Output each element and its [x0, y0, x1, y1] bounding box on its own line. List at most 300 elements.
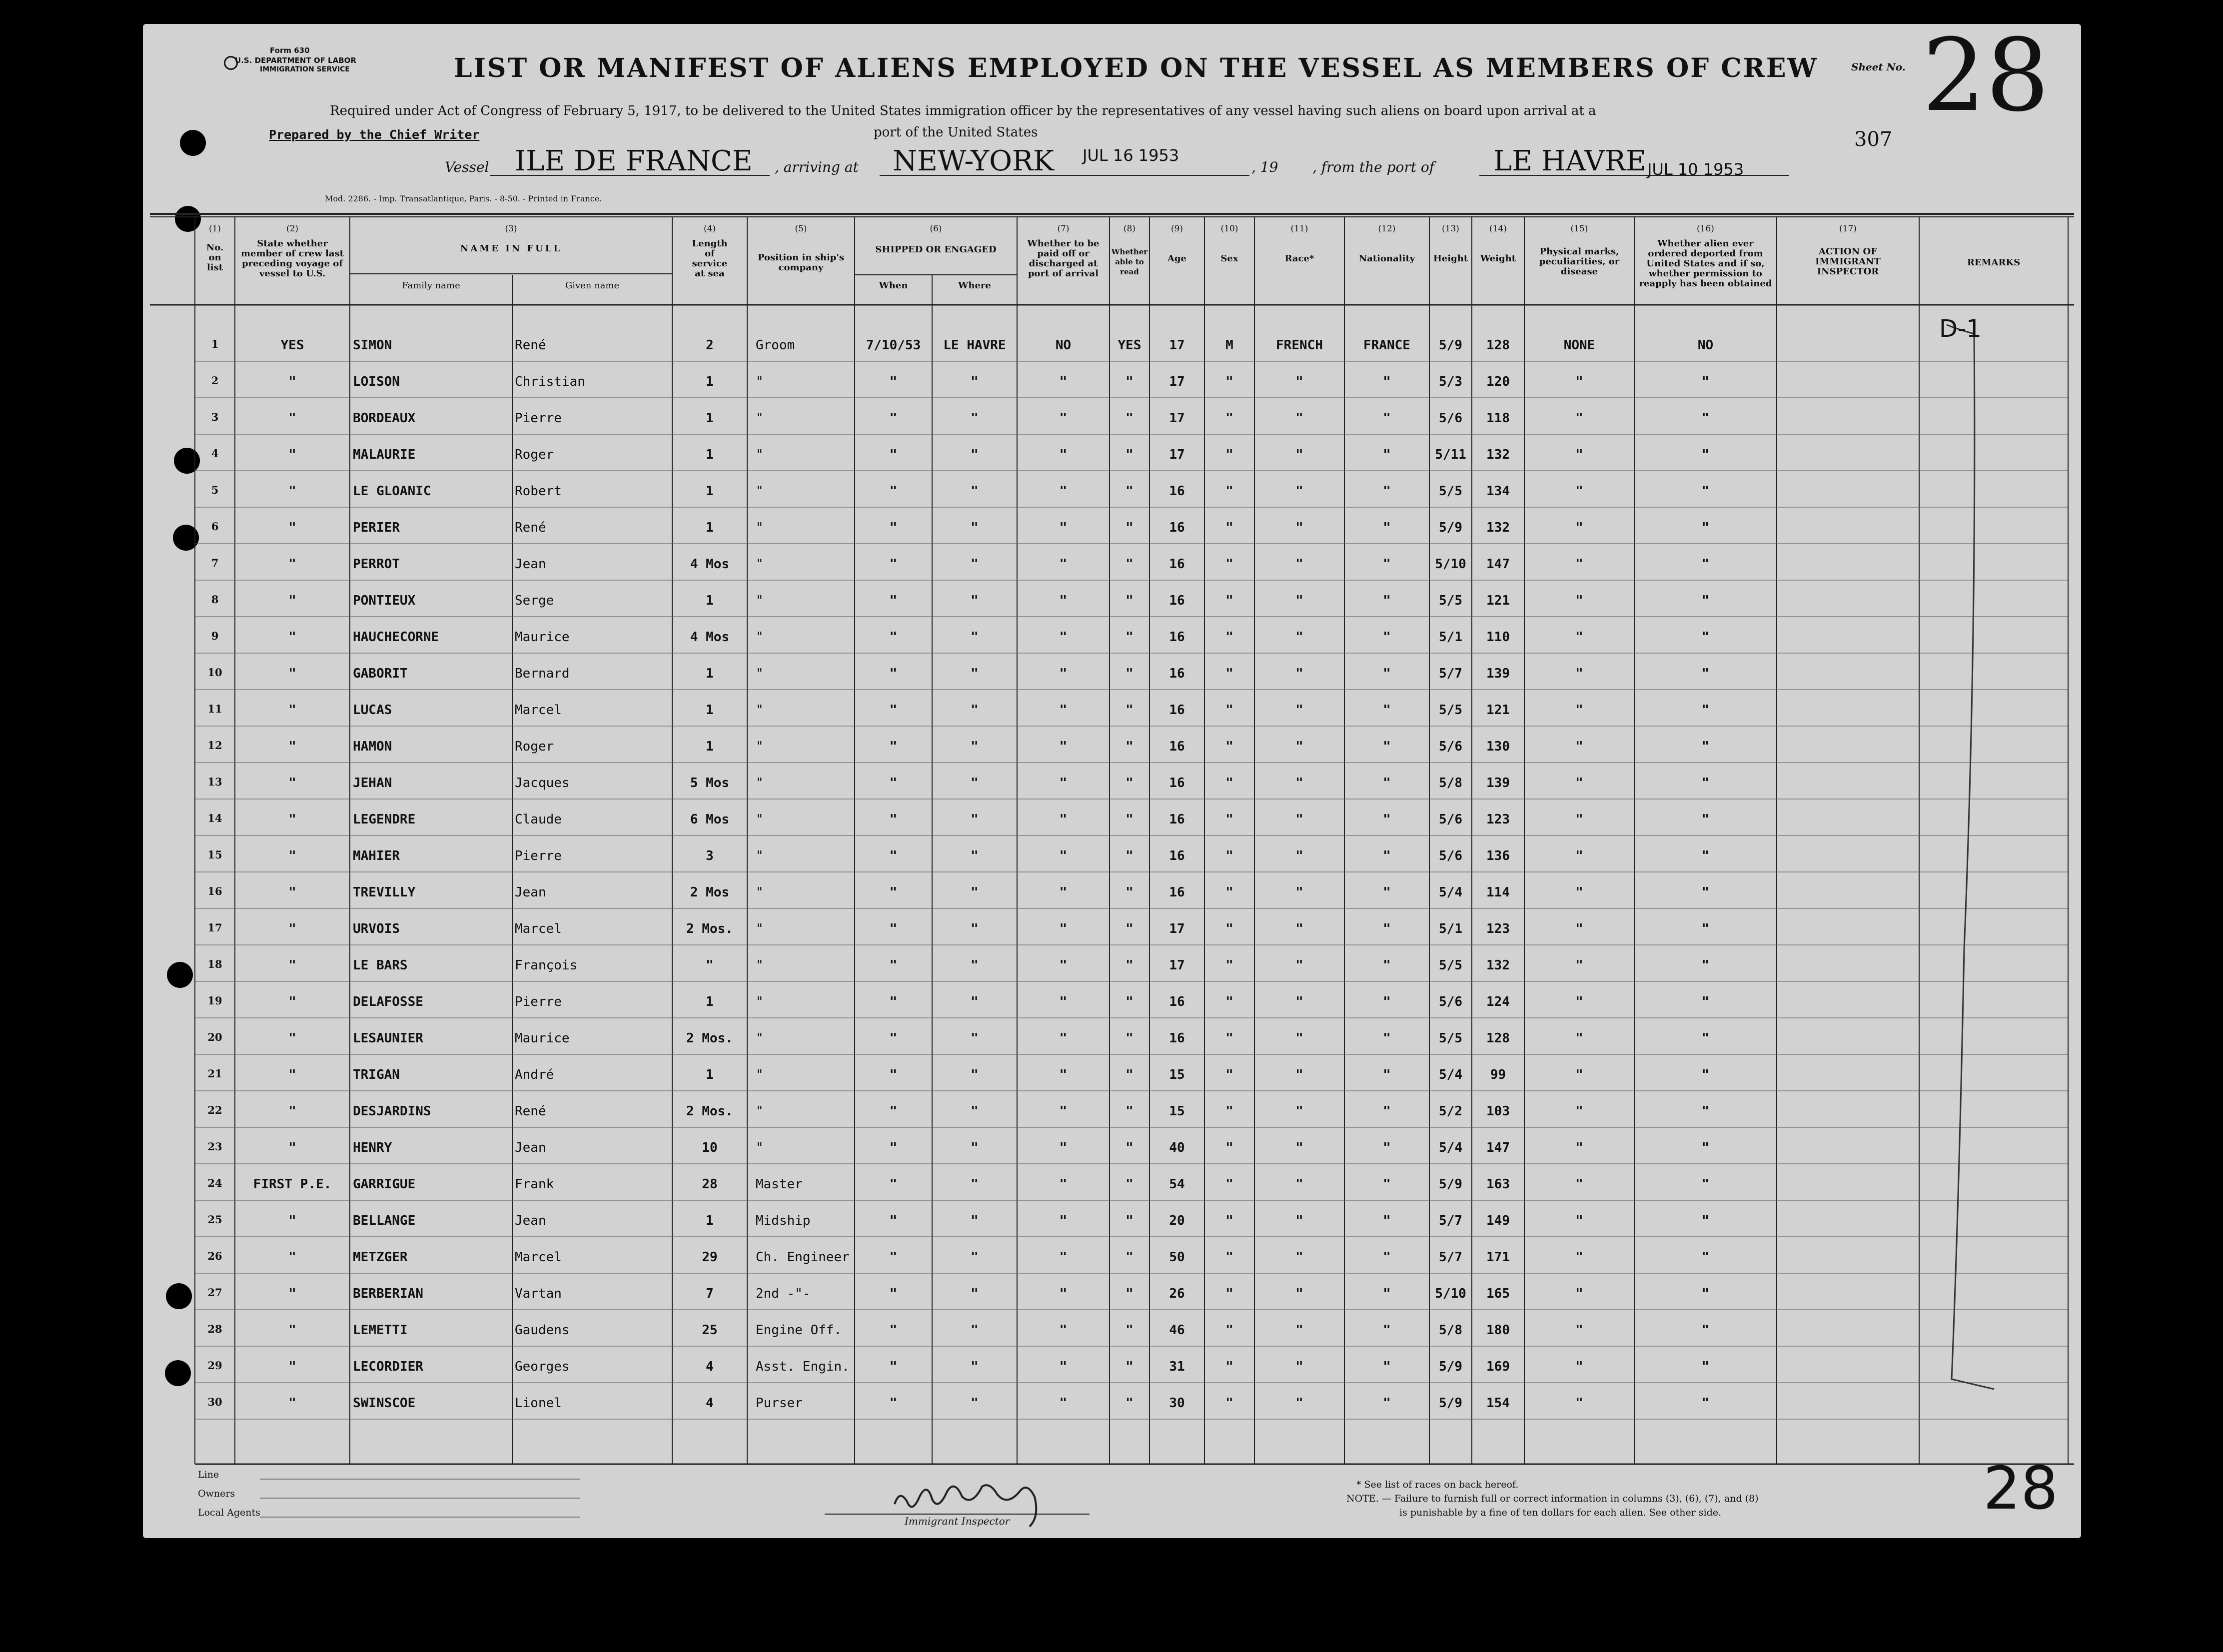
cell-paid-off: " [1059, 557, 1068, 572]
races-note: * See list of races on back hereof. [1356, 1479, 1519, 1490]
cell-race: " [1295, 1396, 1303, 1411]
cell-deported: " [1701, 776, 1710, 791]
cell-age: 16 [1169, 630, 1185, 645]
cell-row-number: 6 [211, 520, 219, 533]
cell-nationality: " [1383, 1323, 1391, 1338]
cell-given-name: Maurice [515, 630, 570, 645]
cell-sex: " [1225, 1031, 1233, 1046]
column-number: (4) [703, 224, 716, 234]
cell-length-of-service: 1 [706, 447, 714, 462]
cell-length-of-service: 4 Mos [690, 557, 730, 572]
cell-weight: 149 [1486, 1213, 1510, 1228]
cell-row-number: 9 [211, 630, 219, 642]
cell-weight: 130 [1486, 739, 1510, 754]
cell-family-name: LEMETTI [353, 1323, 408, 1338]
cell-physical-marks: " [1575, 1140, 1583, 1155]
cell-family-name: GARRIGUE [353, 1177, 416, 1192]
cell-sex: " [1225, 666, 1233, 681]
cell-physical-marks: " [1575, 1359, 1583, 1374]
cell-shipped-when: " [889, 593, 898, 608]
cell-paid-off: " [1059, 593, 1068, 608]
cell-given-name: Frank [515, 1177, 554, 1192]
cell-race: " [1295, 958, 1303, 973]
cell-family-name: MALAURIE [353, 447, 416, 462]
cell-previous-voyage: " [288, 1359, 296, 1374]
cell-deported: " [1701, 958, 1710, 973]
cell-weight: 163 [1486, 1177, 1510, 1192]
cell-given-name: Robert [515, 484, 562, 499]
cell-weight: 139 [1486, 776, 1510, 791]
cell-given-name: François [515, 958, 578, 973]
cell-sex: " [1225, 1250, 1233, 1265]
column-number: (11) [1290, 224, 1308, 234]
cell-able-to-read: " [1125, 739, 1133, 754]
cell-paid-off: " [1059, 1286, 1068, 1301]
cell-shipped-when: " [889, 958, 898, 973]
cell-row-number: 19 [207, 994, 222, 1007]
cell-height: 5/5 [1439, 484, 1462, 499]
cell-previous-voyage: " [288, 520, 296, 535]
cell-given-name: Jean [515, 1140, 546, 1155]
cell-row-number: 8 [211, 593, 219, 606]
cell-age: 17 [1169, 921, 1185, 936]
cell-shipped-where: " [971, 593, 979, 608]
cell-shipped-when: " [889, 812, 898, 827]
cell-paid-off: " [1059, 739, 1068, 754]
cell-shipped-where: " [971, 776, 979, 791]
cell-row-number: 18 [207, 958, 222, 970]
cell-shipped-where: " [971, 1140, 979, 1155]
cell-sex: " [1225, 776, 1233, 791]
cell-shipped-when: " [889, 484, 898, 499]
cell-deported: NO [1697, 338, 1714, 353]
header-given-name: Given name [565, 280, 620, 291]
cell-race: " [1295, 374, 1303, 389]
cell-nationality: " [1383, 447, 1391, 462]
column-number: (9) [1170, 224, 1183, 234]
header-shipped-or-engaged: SHIPPED OR ENGAGED [875, 244, 997, 255]
cell-physical-marks: " [1575, 630, 1583, 645]
cell-row-number: 25 [207, 1213, 222, 1226]
header-position: Position in ship's company [757, 252, 845, 273]
cell-weight: 120 [1486, 374, 1510, 389]
cell-shipped-when: " [889, 1031, 898, 1046]
inspector-signature-text: Goldberg [995, 1479, 1023, 1486]
cell-paid-off: " [1059, 484, 1068, 499]
arriving-port: NEW-YORK [893, 145, 1055, 177]
cell-age: 16 [1169, 848, 1185, 863]
cell-position: " [756, 666, 764, 681]
cell-length-of-service: " [706, 958, 714, 973]
cell-age: 17 [1169, 374, 1185, 389]
cell-deported: " [1701, 1104, 1710, 1119]
cell-shipped-when: " [889, 994, 898, 1009]
cell-paid-off: " [1059, 1213, 1068, 1228]
cell-paid-off: " [1059, 1359, 1068, 1374]
cell-paid-off: " [1059, 1140, 1068, 1155]
cell-able-to-read: " [1125, 1177, 1133, 1192]
cell-given-name: Vartan [515, 1286, 562, 1301]
cell-given-name: Jacques [515, 776, 570, 791]
cell-family-name: LUCAS [353, 703, 392, 718]
cell-deported: " [1701, 703, 1710, 718]
cell-physical-marks: " [1575, 374, 1583, 389]
cell-race: " [1295, 1067, 1303, 1082]
cell-row-number: 24 [207, 1177, 222, 1189]
cell-position: " [756, 958, 764, 973]
punch-hole [180, 130, 206, 156]
cell-shipped-where: " [971, 1286, 979, 1301]
cell-weight: 121 [1486, 593, 1510, 608]
cell-able-to-read: " [1125, 630, 1133, 645]
cell-shipped-when: " [889, 848, 898, 863]
departure-date-stamp: JUL 10 1953 [1647, 160, 1744, 179]
cell-height: 5/6 [1439, 812, 1462, 827]
cell-previous-voyage: " [288, 1250, 296, 1265]
punch-hole [165, 1360, 191, 1386]
cell-deported: " [1701, 848, 1710, 863]
cell-length-of-service: 2 Mos. [686, 1104, 733, 1119]
cell-sex: " [1225, 848, 1233, 863]
cell-nationality: " [1383, 739, 1391, 754]
cell-previous-voyage: " [288, 958, 296, 973]
cell-shipped-when: " [889, 520, 898, 535]
cell-given-name: Pierre [515, 994, 562, 1009]
cell-able-to-read: " [1125, 1104, 1133, 1119]
cell-age: 40 [1169, 1140, 1185, 1155]
cell-shipped-when: " [889, 776, 898, 791]
cell-shipped-where: " [971, 921, 979, 936]
header-previous-voyage: State whether member of crew last preceding voyage of vessel to U.S. [241, 238, 344, 279]
cell-family-name: SIMON [353, 338, 392, 353]
cell-race: " [1295, 776, 1303, 791]
cell-position: " [756, 557, 764, 572]
cell-physical-marks: " [1575, 776, 1583, 791]
cell-weight: 110 [1486, 630, 1510, 645]
cell-shipped-when: " [889, 921, 898, 936]
cell-physical-marks: " [1575, 994, 1583, 1009]
cell-height: 5/10 [1435, 1286, 1466, 1301]
cell-length-of-service: 4 [706, 1359, 714, 1374]
cell-shipped-when: " [889, 374, 898, 389]
header-no-on-list: No. on list [206, 242, 224, 273]
column-number: (17) [1839, 224, 1857, 234]
cell-height: 5/8 [1439, 776, 1462, 791]
cell-nationality: " [1383, 812, 1391, 827]
from-port: LE HAVRE [1493, 145, 1646, 177]
cell-age: 16 [1169, 812, 1185, 827]
cell-shipped-when: " [889, 1323, 898, 1338]
cell-able-to-read: " [1125, 1396, 1133, 1411]
cell-position: " [756, 848, 764, 863]
cell-family-name: LESAUNIER [353, 1031, 423, 1046]
footer-owners-label: Owners [198, 1488, 235, 1499]
cell-nationality: " [1383, 1250, 1391, 1265]
cell-sex: " [1225, 958, 1233, 973]
cell-shipped-when: " [889, 1286, 898, 1301]
column-number: (6) [930, 224, 942, 234]
cell-length-of-service: 1 [706, 374, 714, 389]
cell-physical-marks: " [1575, 1396, 1583, 1411]
cell-position: " [756, 885, 764, 900]
fine-note: NOTE. — Failure to furnish full or correct information in columns (3), (6), (7), and (8) [1346, 1493, 1759, 1504]
cell-row-number: 5 [211, 484, 219, 496]
cell-given-name: Georges [515, 1359, 570, 1374]
cell-age: 16 [1169, 1031, 1185, 1046]
cell-shipped-when: " [889, 666, 898, 681]
cell-shipped-where: " [971, 1067, 979, 1082]
cell-length-of-service: 1 [706, 411, 714, 426]
cell-row-number: 30 [207, 1396, 222, 1408]
cell-sex: " [1225, 1286, 1233, 1301]
cell-physical-marks: " [1575, 1104, 1583, 1119]
cell-family-name: DESJARDINS [353, 1104, 431, 1119]
cell-sex: " [1225, 520, 1233, 535]
cell-position: 2nd -"- [756, 1286, 811, 1301]
cell-previous-voyage: " [288, 776, 296, 791]
cell-position: " [756, 703, 764, 718]
cell-age: 54 [1169, 1177, 1185, 1192]
cell-row-number: 22 [207, 1104, 222, 1116]
column-number: (2) [286, 224, 299, 234]
cell-sex: " [1225, 1396, 1233, 1411]
header-inspector-action: ACTION OF IMMIGRANT INSPECTOR [1815, 246, 1881, 277]
cell-race: " [1295, 812, 1303, 827]
cell-physical-marks: " [1575, 557, 1583, 572]
cell-shipped-where: " [971, 630, 979, 645]
cell-row-number: 7 [211, 557, 219, 569]
cell-position: " [756, 1140, 764, 1155]
cell-shipped-where: " [971, 411, 979, 426]
cell-deported: " [1701, 374, 1710, 389]
cell-able-to-read: " [1125, 593, 1133, 608]
cell-age: 26 [1169, 1286, 1185, 1301]
page-title: LIST OR MANIFEST OF ALIENS EMPLOYED ON THE VESSEL AS MEMBERS OF CREW [454, 53, 1818, 83]
cell-weight: 171 [1486, 1250, 1510, 1265]
cell-deported: " [1701, 1286, 1710, 1301]
cell-sex: " [1225, 921, 1233, 936]
cell-height: 5/6 [1439, 994, 1462, 1009]
cell-position: Groom [756, 338, 795, 353]
cell-deported: " [1701, 630, 1710, 645]
cell-family-name: HENRY [353, 1140, 392, 1155]
cell-paid-off: NO [1055, 338, 1072, 353]
cell-length-of-service: 1 [706, 739, 714, 754]
cell-height: 5/6 [1439, 848, 1462, 863]
cell-row-number: 10 [207, 666, 222, 679]
cell-sex: " [1225, 1067, 1233, 1082]
cell-nationality: " [1383, 1140, 1391, 1155]
cell-able-to-read: " [1125, 921, 1133, 936]
cell-race: " [1295, 739, 1303, 754]
cell-physical-marks: NONE [1563, 338, 1595, 353]
cell-nationality: " [1383, 848, 1391, 863]
cell-shipped-where: " [971, 1396, 979, 1411]
cell-position: " [756, 739, 764, 754]
cell-previous-voyage: " [288, 848, 296, 863]
cell-position: Midship [756, 1213, 811, 1228]
cell-age: 16 [1169, 703, 1185, 718]
cell-shipped-when: " [889, 1250, 898, 1265]
cell-sex: " [1225, 994, 1233, 1009]
cell-weight: 134 [1486, 484, 1510, 499]
cell-height: 5/9 [1439, 520, 1462, 535]
cell-nationality: " [1383, 958, 1391, 973]
sheet-label: Sheet No. [1851, 61, 1906, 73]
cell-height: 5/1 [1439, 921, 1462, 936]
cell-paid-off: " [1059, 812, 1068, 827]
cell-weight: 128 [1486, 1031, 1510, 1046]
sheet-number: 28 [1922, 17, 2050, 134]
cell-paid-off: " [1059, 848, 1068, 863]
cell-row-number: 12 [207, 739, 222, 752]
cell-age: 16 [1169, 739, 1185, 754]
cell-previous-voyage: " [288, 557, 296, 572]
cell-shipped-when: " [889, 1067, 898, 1082]
cell-sex: M [1225, 338, 1233, 353]
cell-paid-off: " [1059, 1031, 1068, 1046]
cell-age: 46 [1169, 1323, 1185, 1338]
cell-able-to-read: " [1125, 1286, 1133, 1301]
cell-race: " [1295, 666, 1303, 681]
cell-age: 31 [1169, 1359, 1185, 1374]
cell-row-number: 11 [207, 703, 222, 715]
cell-race: " [1295, 630, 1303, 645]
cell-physical-marks: " [1575, 848, 1583, 863]
cell-physical-marks: " [1575, 411, 1583, 426]
cell-height: 5/7 [1439, 666, 1462, 681]
cell-able-to-read: " [1125, 994, 1133, 1009]
cell-paid-off: " [1059, 1323, 1068, 1338]
cell-physical-marks: " [1575, 1286, 1583, 1301]
cell-physical-marks: " [1575, 812, 1583, 827]
arrival-date-stamp: JUL 16 1953 [1083, 146, 1179, 165]
cell-length-of-service: 1 [706, 484, 714, 499]
cell-given-name: Jean [515, 885, 546, 900]
cell-family-name: BERBERIAN [353, 1286, 423, 1301]
cell-row-number: 26 [207, 1250, 222, 1262]
cell-shipped-when: 7/10/53 [866, 338, 921, 353]
cell-position: " [756, 1067, 764, 1082]
cell-position: " [756, 1104, 764, 1119]
service: IMMIGRATION SERVICE [260, 65, 350, 73]
cell-weight: 132 [1486, 520, 1510, 535]
cell-shipped-when: " [889, 447, 898, 462]
cell-height: 5/10 [1435, 557, 1466, 572]
cell-able-to-read: " [1125, 776, 1133, 791]
cell-paid-off: " [1059, 1067, 1068, 1082]
cell-height: 5/3 [1439, 374, 1462, 389]
cell-length-of-service: 29 [702, 1250, 718, 1265]
cell-height: 5/5 [1439, 958, 1462, 973]
cell-height: 5/8 [1439, 1323, 1462, 1338]
form-number: Form 630 [270, 46, 310, 55]
cell-height: 5/1 [1439, 630, 1462, 645]
cell-length-of-service: 4 Mos [690, 630, 730, 645]
cell-family-name: PONTIEUX [353, 593, 416, 608]
cell-length-of-service: 28 [702, 1177, 718, 1192]
cell-race: " [1295, 994, 1303, 1009]
cell-deported: " [1701, 520, 1710, 535]
cell-given-name: Roger [515, 447, 554, 462]
cell-age: 17 [1169, 447, 1185, 462]
cell-able-to-read: " [1125, 557, 1133, 572]
cell-row-number: 14 [207, 812, 222, 825]
cell-paid-off: " [1059, 1250, 1068, 1265]
cell-previous-voyage: " [288, 1140, 296, 1155]
cell-family-name: URVOIS [353, 921, 400, 936]
cell-deported: " [1701, 411, 1710, 426]
cell-able-to-read: " [1125, 411, 1133, 426]
cell-deported: " [1701, 447, 1710, 462]
cell-nationality: " [1383, 1396, 1391, 1411]
cell-race: " [1295, 557, 1303, 572]
cell-paid-off: " [1059, 1177, 1068, 1192]
cell-able-to-read: " [1125, 1323, 1133, 1338]
cell-race: " [1295, 848, 1303, 863]
cell-length-of-service: 1 [706, 666, 714, 681]
cell-race: " [1295, 921, 1303, 936]
cell-weight: 103 [1486, 1104, 1510, 1119]
cell-shipped-when: " [889, 1359, 898, 1374]
cell-family-name: PERROT [353, 557, 400, 572]
cell-race: " [1295, 1177, 1303, 1192]
cell-previous-voyage: " [288, 703, 296, 718]
cell-previous-voyage: " [288, 1323, 296, 1338]
header-where: Where [958, 280, 991, 291]
cell-weight: 123 [1486, 921, 1510, 936]
cell-row-number: 29 [207, 1359, 222, 1372]
cell-sex: " [1225, 1323, 1233, 1338]
cell-family-name: LE BARS [353, 958, 408, 973]
cell-weight: 180 [1486, 1323, 1510, 1338]
cell-paid-off: " [1059, 630, 1068, 645]
cell-physical-marks: " [1575, 703, 1583, 718]
cell-nationality: " [1383, 1213, 1391, 1228]
cell-deported: " [1701, 1177, 1710, 1192]
cell-deported: " [1701, 812, 1710, 827]
header-nationality: Nationality [1358, 253, 1415, 264]
cell-height: 5/2 [1439, 1104, 1462, 1119]
cell-length-of-service: 1 [706, 1067, 714, 1082]
cell-weight: 118 [1486, 411, 1510, 426]
cell-row-number: 16 [207, 885, 222, 897]
cell-position: " [756, 812, 764, 827]
cell-weight: 147 [1486, 1140, 1510, 1155]
cell-row-number: 4 [211, 447, 219, 460]
cell-shipped-where: " [971, 1359, 979, 1374]
port-of-us: port of the United States [874, 125, 1038, 140]
cell-height: 5/4 [1439, 885, 1462, 900]
cell-sex: " [1225, 1140, 1233, 1155]
cell-family-name: BORDEAUX [353, 411, 416, 426]
cell-deported: " [1701, 593, 1710, 608]
cell-paid-off: " [1059, 374, 1068, 389]
cell-length-of-service: 2 Mos. [686, 921, 733, 936]
cell-age: 16 [1169, 484, 1185, 499]
cell-paid-off: " [1059, 447, 1068, 462]
cell-shipped-where: " [971, 666, 979, 681]
header-sex: Sex [1220, 253, 1238, 264]
cell-given-name: Jean [515, 557, 546, 572]
arriving-label: , arriving at [775, 159, 859, 175]
column-number: (13) [1442, 224, 1459, 234]
cell-age: 15 [1169, 1067, 1185, 1082]
cell-able-to-read: " [1125, 885, 1133, 900]
cell-previous-voyage: " [288, 374, 296, 389]
cell-race: " [1295, 520, 1303, 535]
cell-shipped-when: " [889, 703, 898, 718]
